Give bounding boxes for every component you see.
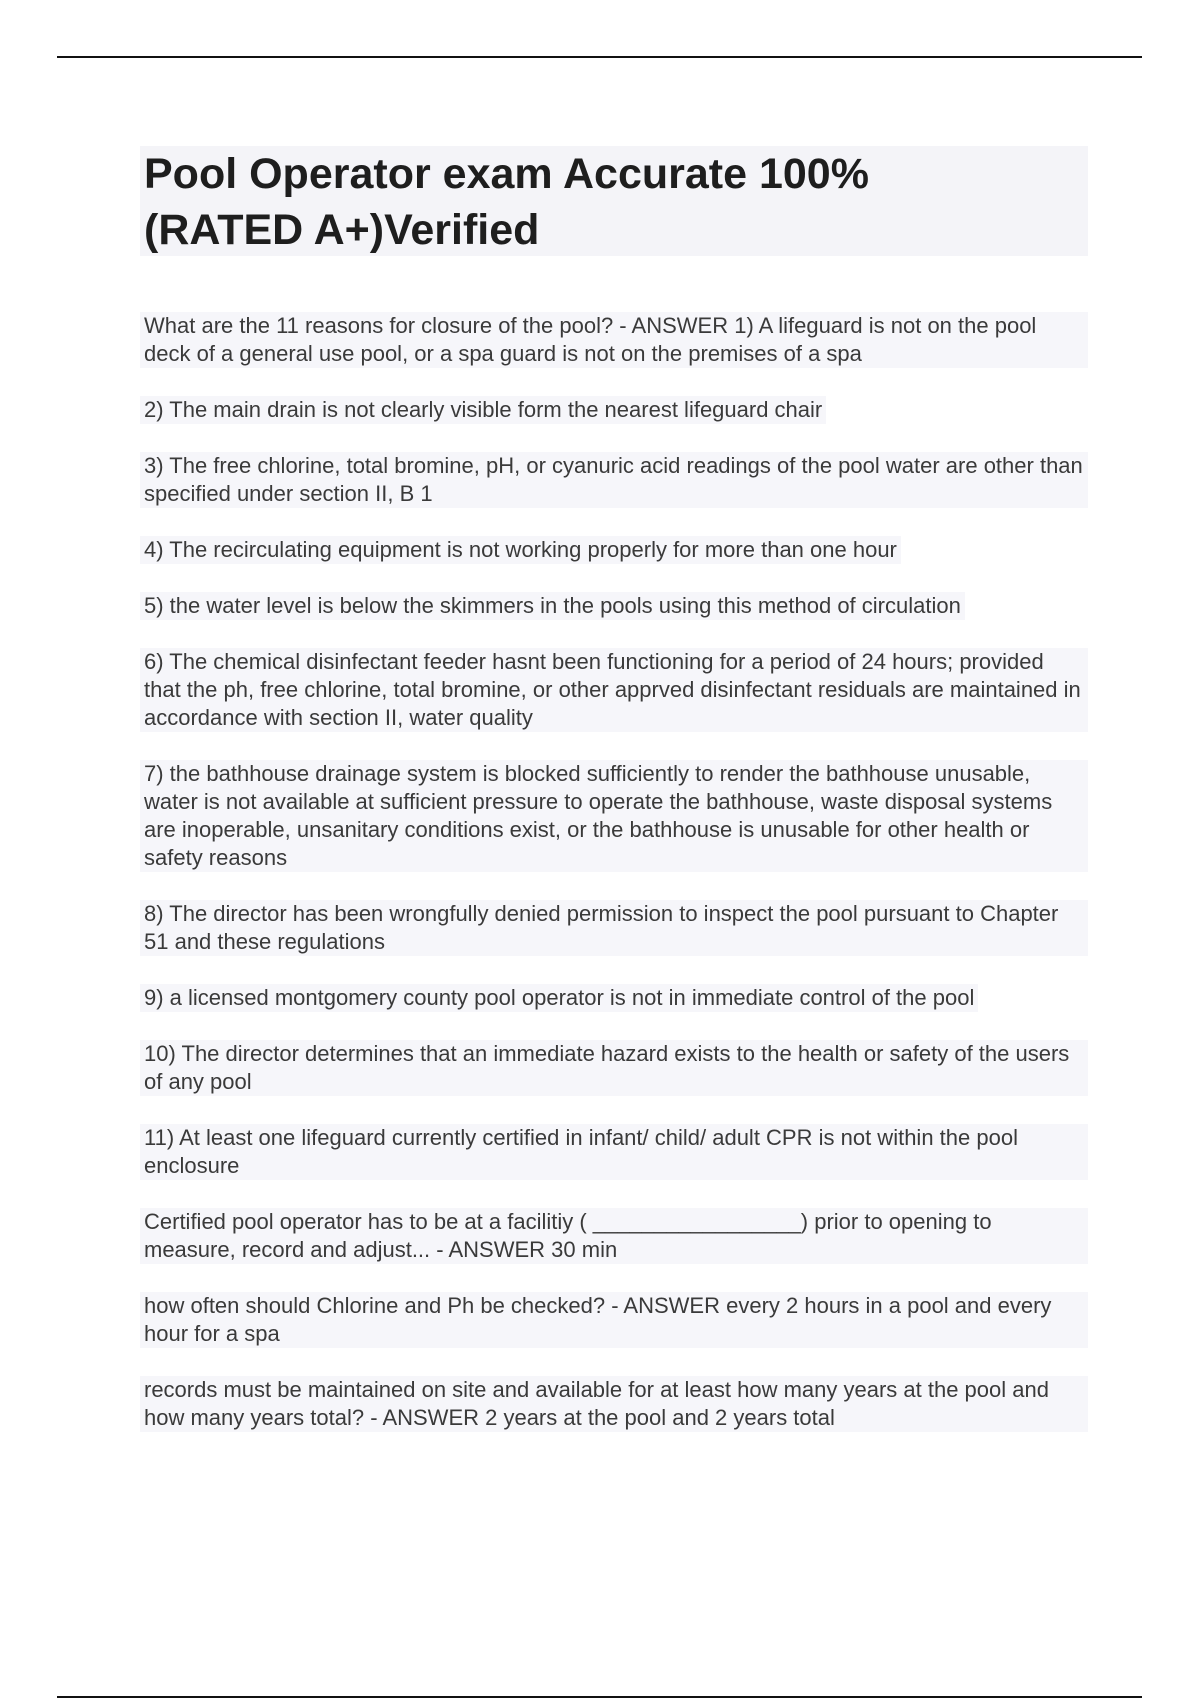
- title-line-1: Pool Operator exam Accurate 100%: [144, 150, 869, 198]
- paragraph-12: Certified pool operator has to be at a facilitiy ( _________________) prior to opening to measure, record and adjust... - ANSWER 30 min: [140, 1208, 1088, 1264]
- paragraph-9: 9) a licensed montgomery county pool operator is not in immediate control of the pool: [140, 984, 978, 1012]
- paragraph-10: 10) The director determines that an immediate hazard exists to the health or safety of the users of any pool: [140, 1040, 1088, 1096]
- paragraph-5: 5) the water level is below the skimmers in the pools using this method of circulation: [140, 592, 965, 620]
- paragraph-3: 3) The free chlorine, total bromine, pH, or cyanuric acid readings of the pool water are other than specified under section II, B 1: [140, 452, 1088, 508]
- title-line-2: (RATED A+)Verified: [144, 206, 540, 254]
- paragraph-13: how often should Chlorine and Ph be checked? - ANSWER every 2 hours in a pool and every hour for a spa: [140, 1292, 1088, 1348]
- paragraph-6: 6) The chemical disinfectant feeder hasnt been functioning for a period of 24 hours; provided that the ph, free chlorine, total bromine, or other apprved disinfectant residuals are maintained in accordance with section II, water quality: [140, 648, 1088, 732]
- document-title-block: [140, 146, 1088, 256]
- top-rule: [57, 56, 1142, 58]
- paragraph-2: 2) The main drain is not clearly visible form the nearest lifeguard chair: [140, 396, 826, 424]
- paragraph-7: 7) the bathhouse drainage system is blocked sufficiently to render the bathhouse unusable, water is not available at sufficient pressure to operate the bathhouse, waste disposal systems are inoperable, unsanitary conditions exist, or the bathhouse is unusable for other health or safety reasons: [140, 760, 1088, 872]
- paragraph-8: 8) The director has been wrongfully denied permission to inspect the pool pursuant to Chapter 51 and these regulations: [140, 900, 1088, 956]
- paragraph-1: What are the 11 reasons for closure of the pool? - ANSWER 1) A lifeguard is not on the pool deck of a general use pool, or a spa guard is not on the premises of a spa: [140, 312, 1088, 368]
- paragraph-4: 4) The recirculating equipment is not working properly for more than one hour: [140, 536, 901, 564]
- document-title: [140, 146, 1088, 258]
- document-body: [140, 312, 1088, 1460]
- bottom-rule: [57, 1696, 1142, 1698]
- paragraph-11: 11) At least one lifeguard currently certified in infant/ child/ adult CPR is not within the pool enclosure: [140, 1124, 1088, 1180]
- paragraph-14: records must be maintained on site and available for at least how many years at the pool and how many years total? - ANSWER 2 years at the pool and 2 years total: [140, 1376, 1088, 1432]
